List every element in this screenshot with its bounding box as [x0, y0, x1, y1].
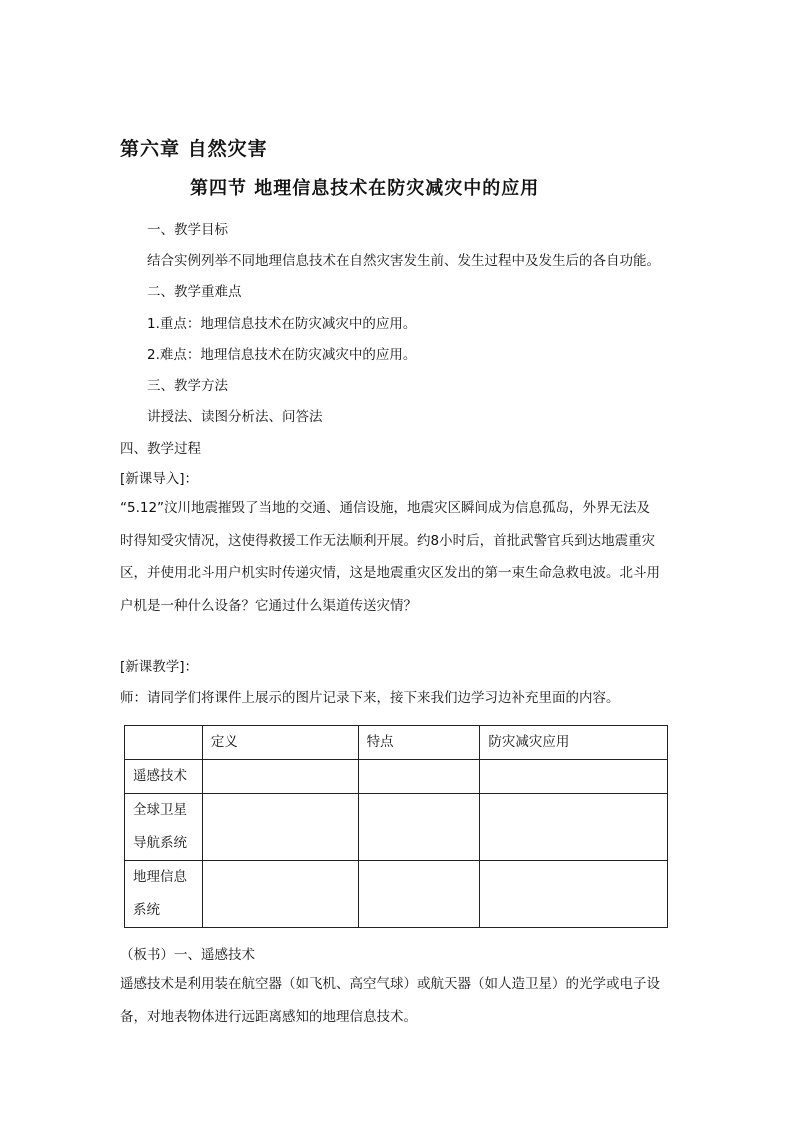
table-header-cell: 特点 [358, 726, 480, 760]
method-heading: 三、教学方法 [147, 378, 228, 394]
remote-sensing-line: 备，对地表物体进行远距离感知的地理信息技术。 [120, 1008, 417, 1025]
teach-label: [新课教学]： [120, 659, 199, 675]
row-name: 系统 [133, 902, 160, 918]
intro-line: 时得知受灾情况，这使得救援工作无法顺利开展。约8小时后，首批武警官兵到达地震重灾 [120, 532, 656, 549]
table-cell [358, 861, 480, 928]
remote-sensing-paragraph [120, 968, 660, 1033]
table-cell [480, 861, 668, 928]
goal-text: 结合实例列举不同地理信息技术在自然灾害发生前、发生过程中及发生后的各自功能。 [147, 253, 660, 269]
table-cell [202, 794, 358, 861]
chapter-title: 第六章 自然灾害 [120, 138, 268, 160]
section-title: 第四节 地理信息技术在防灾减灾中的应用 [190, 178, 540, 199]
row-name: 遥感技术 [133, 768, 187, 784]
technology-table [124, 725, 668, 928]
table-cell [358, 760, 480, 794]
table-row [125, 794, 668, 861]
key-point: 1.重点：地理信息技术在防灾减灾中的应用。 [147, 316, 417, 332]
row-name-cell [125, 861, 203, 928]
intro-line: 户机是一种什么设备？它通过什么渠道传送灾情？ [120, 597, 417, 614]
row-name-cell [125, 794, 203, 861]
row-name-cell [125, 760, 203, 794]
table-row [125, 760, 668, 794]
table-header-row [125, 726, 668, 760]
table-cell [202, 861, 358, 928]
table-cell [358, 794, 480, 861]
row-name: 全球卫星 [133, 802, 187, 818]
remote-sensing-line: 遥感技术是利用装在航空器（如飞机、高空气球）或航天器（如人造卫星）的光学或电子设 [120, 976, 660, 992]
intro-line: 区，并使用北斗用户机实时传递灾情，这是地震重灾区发出的第一束生命急救电波。北斗用 [120, 565, 660, 581]
table-cell [480, 794, 668, 861]
process-heading: 四、教学过程 [120, 441, 201, 457]
table-header-cell [125, 726, 203, 760]
table-cell [480, 760, 668, 794]
board-line: （板书）一、遥感技术 [120, 947, 255, 963]
row-name: 导航系统 [133, 835, 187, 851]
intro-label: [新课导入]： [120, 471, 199, 487]
table-cell [202, 760, 358, 794]
teacher-line: 师：请同学们将课件上展示的图片记录下来，接下来我们边学习边补充里面的内容。 [120, 690, 620, 706]
goal-heading: 一、教学目标 [147, 222, 228, 238]
method-text: 讲授法、读图分析法、问答法 [147, 409, 323, 425]
intro-line: “5.12”汶川地震摧毁了当地的交通、通信设施，地震灾区瞬间成为信息孤岛，外界无法及 [120, 500, 651, 516]
intro-paragraph [120, 492, 660, 622]
key-heading: 二、教学重难点 [147, 284, 242, 300]
table-header-cell: 防灾减灾应用 [480, 726, 668, 760]
table-header-cell: 定义 [202, 726, 358, 760]
hard-point: 2.难点：地理信息技术在防灾减灾中的应用。 [147, 347, 417, 363]
row-name: 地理信息 [133, 869, 187, 885]
table-row [125, 861, 668, 928]
